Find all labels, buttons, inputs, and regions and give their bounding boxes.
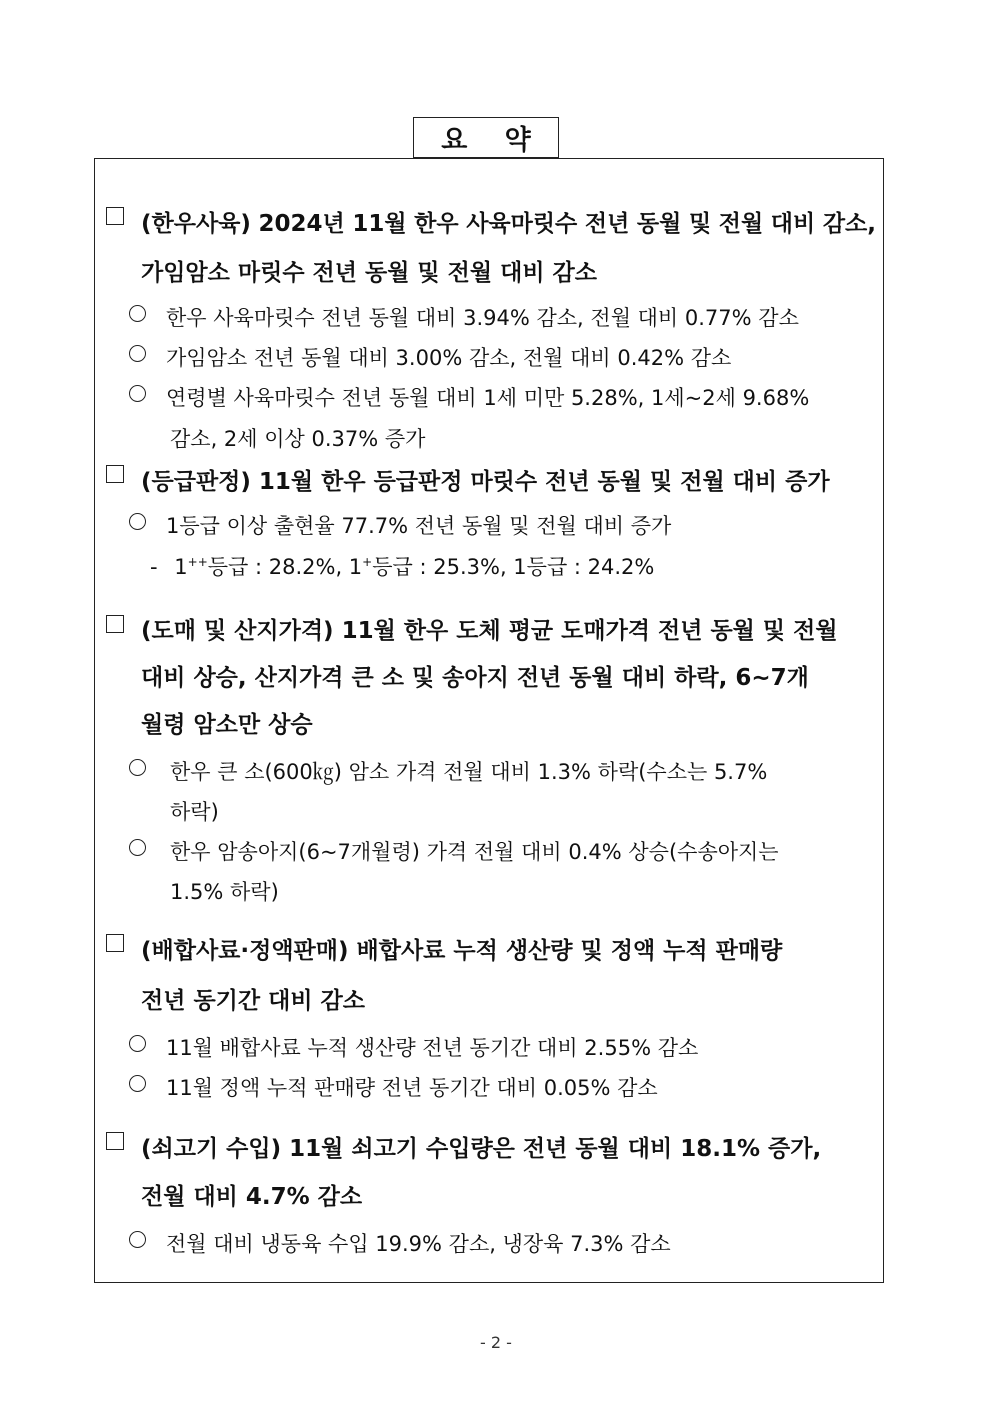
circle-bullet-icon: [129, 759, 146, 776]
checkbox-icon: [106, 934, 124, 952]
word: 11월: [352, 211, 407, 237]
dash: -: [150, 555, 158, 579]
section-5-bullet-1: 전월 대비 냉동육 수입 19.9% 감소, 냉장육 7.3% 감소: [166, 1232, 671, 1256]
word: 2024년: [258, 211, 345, 237]
section-3-heading-line-3: 월령 암소만 상승: [141, 712, 313, 738]
grade-text-1: 등급 : 28.2%, 1: [207, 555, 363, 579]
section-1-bullet-3-line-1: 연령별 사육마릿수 전년 동월 대비 1세 미만 5.28%, 1세~2세 9.68%: [166, 386, 810, 410]
section-3-heading-line-1: (도매 및 산지가격) 11월 한우 도체 평균 도매가격 전년 동월 및 전월: [141, 618, 838, 644]
section-4-bullet-1: 11월 배합사료 누적 생산량 전년 동기간 대비 2.55% 감소: [166, 1036, 699, 1060]
section-2-heading: (등급판정) 11월 한우 등급판정 마릿수 전년 동월 및 전월 대비 증가: [141, 469, 830, 495]
section-1-bullet-1: 한우 사육마릿수 전년 동월 대비 3.94% 감소, 전월 대비 0.77% 감소: [166, 306, 799, 330]
circle-bullet-icon: [129, 345, 146, 362]
section-3-bullet-1-line-2: 하락): [170, 800, 219, 824]
section-4-heading-line-2: 전년 동기간 대비 감소: [141, 988, 365, 1014]
circle-bullet-icon: [129, 513, 146, 530]
section-5-heading-line-2: 전월 대비 4.7% 감소: [141, 1184, 363, 1210]
summary-title: 요 약: [413, 117, 559, 158]
section-2-sub-item: [150, 551, 654, 581]
section-4-bullet-2: 11월 정액 누적 판매량 전년 동기간 대비 0.05% 감소: [166, 1076, 658, 1100]
section-2-bullet-1: 1등급 이상 출현율 77.7% 전년 동월 및 전월 대비 증가: [166, 514, 672, 538]
word: (한우사육): [141, 211, 251, 237]
section-1-bullet-3-line-2: 감소, 2세 이상 0.37% 증가: [170, 427, 426, 451]
section-1-heading-line-2: 가임암소 마릿수 전년 동월 및 전월 대비 감소: [141, 260, 597, 286]
page-number: - 2 -: [480, 1333, 512, 1352]
circle-bullet-icon: [129, 1231, 146, 1248]
section-1-bullet-2: 가임암소 전년 동월 대비 3.00% 감소, 전월 대비 0.42% 감소: [166, 346, 732, 370]
grade-number: 1: [174, 555, 188, 579]
word: 감소,: [822, 211, 876, 237]
word: 사육마릿수: [466, 211, 578, 237]
grade-double-plus: ++: [187, 555, 208, 569]
word: 한우: [414, 211, 459, 237]
circle-bullet-icon: [129, 1035, 146, 1052]
checkbox-icon: [106, 465, 124, 483]
section-3-bullet-2-line-1: 한우 암송아지(6~7개월령) 가격 전월 대비 0.4% 상승(수송아지는: [170, 840, 779, 864]
word: 전년: [584, 211, 630, 237]
word: 및: [688, 211, 712, 237]
checkbox-icon: [106, 615, 124, 633]
section-3-heading-line-2: 대비 상승, 산지가격 큰 소 및 송아지 전년 동월 대비 하락, 6~7개: [141, 665, 809, 691]
section-5-heading-line-1: (쇠고기 수입) 11월 쇠고기 수입량은 전년 동월 대비 18.1% 증가,: [141, 1136, 822, 1162]
checkbox-icon: [106, 207, 124, 225]
word: 전월: [718, 211, 764, 237]
grade-text-2: 등급 : 25.3%, 1등급 : 24.2%: [372, 555, 655, 579]
section-1-heading-line-1: [141, 205, 876, 238]
grade-plus: +: [362, 555, 373, 569]
circle-bullet-icon: [129, 305, 146, 322]
section-3-bullet-1-line-1: 한우 큰 소(600㎏) 암소 가격 전월 대비 1.3% 하락(수소는 5.7%: [170, 760, 768, 784]
circle-bullet-icon: [129, 839, 146, 856]
circle-bullet-icon: [129, 1075, 146, 1092]
section-4-heading-line-1: (배합사료·정액판매) 배합사료 누적 생산량 및 정액 누적 판매량: [141, 938, 783, 964]
word: 대비: [770, 211, 816, 237]
checkbox-icon: [106, 1132, 124, 1150]
circle-bullet-icon: [129, 385, 146, 402]
word: 동월: [636, 211, 682, 237]
section-3-bullet-2-line-2: 1.5% 하락): [170, 880, 279, 904]
